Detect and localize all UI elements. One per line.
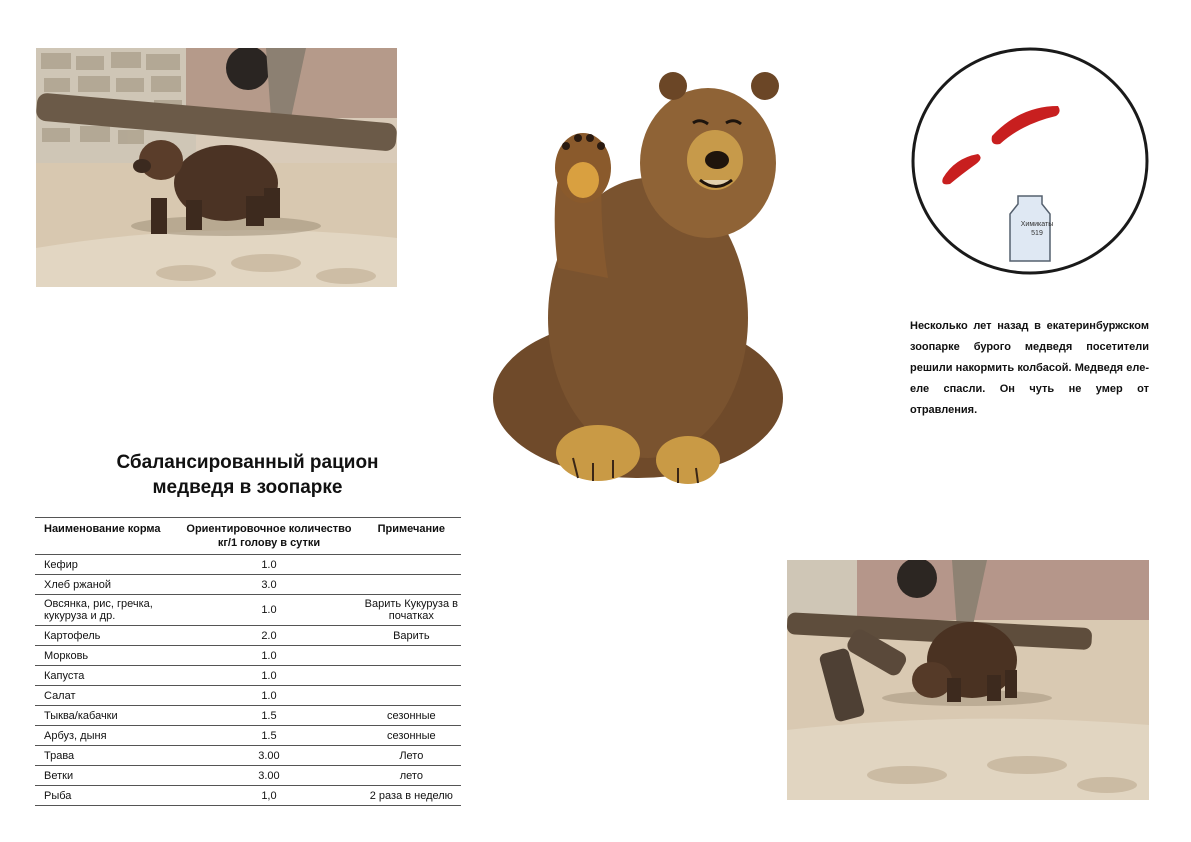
- table-row: [35, 555, 461, 575]
- page-title-line1: Сбалансированный рацион: [116, 452, 379, 473]
- table-cell-note: Варить Кукуруза в початках: [362, 595, 461, 626]
- table-cell-name: Картофель: [35, 626, 176, 646]
- table-cell-name: Тыква/кабачки: [35, 706, 176, 726]
- table-row: [35, 686, 461, 706]
- note-text: Несколько лет назад в екатеринбуржском зоопарке бурого медведя посетители решили накормить колбасой. Медведя еле-еле спасли. Он чуть не умер от отравления.: [910, 320, 1149, 416]
- table-cell-note: сезонные: [362, 706, 461, 726]
- table-row: [35, 595, 461, 626]
- table-cell-qty: 3.00: [176, 746, 361, 766]
- table-cell-qty: 1,0: [176, 786, 361, 806]
- page-title-line2: медведя в зоопарке: [152, 477, 343, 498]
- table-cell-name: Капуста: [35, 666, 176, 686]
- table-cell-qty: 1.0: [176, 595, 361, 626]
- table-row: [35, 766, 461, 786]
- table-cell-note: Лето: [362, 746, 461, 766]
- table-cell-qty: 2.0: [176, 626, 361, 646]
- table-cell-name: Трава: [35, 746, 176, 766]
- table-cell-name: Арбуз, дыня: [35, 726, 176, 746]
- table-cell-name: Салат: [35, 686, 176, 706]
- page-title: [90, 450, 405, 500]
- table-header-row: [35, 518, 461, 555]
- bottle-label: [1012, 220, 1062, 238]
- table-cell-qty: 1.0: [176, 646, 361, 666]
- table-cell-qty: 1.5: [176, 706, 361, 726]
- table-row: [35, 646, 461, 666]
- table-cell-qty: 1.0: [176, 555, 361, 575]
- table-cell-name: Кефир: [35, 555, 176, 575]
- table-cell-note: 2 раза в неделю: [362, 786, 461, 806]
- photo-bear-sniffing: [787, 560, 1149, 800]
- illustration-sausage-bottle: [910, 46, 1150, 276]
- table-row: [35, 786, 461, 806]
- header-quantity: Ориентировочное количество кг/1 голову в сутки: [176, 518, 361, 555]
- table-cell-note: [362, 686, 461, 706]
- bottle-label-line1: Химикаты: [1020, 221, 1054, 228]
- photo-bear-walking: [36, 48, 397, 287]
- table-row: [35, 575, 461, 595]
- table-row: [35, 626, 461, 646]
- table-cell-name: Ветки: [35, 766, 176, 786]
- table-cell-name: Рыба: [35, 786, 176, 806]
- diet-table: [35, 517, 461, 806]
- table-cell-note: [362, 646, 461, 666]
- table-cell-qty: 1.0: [176, 666, 361, 686]
- table-row: [35, 706, 461, 726]
- table-cell-qty: 3.00: [176, 766, 361, 786]
- table-row: [35, 746, 461, 766]
- table-cell-note: Варить: [362, 626, 461, 646]
- table-cell-qty: 1.0: [176, 686, 361, 706]
- header-note: Примечание: [362, 518, 461, 555]
- table-cell-name: Хлеб ржаной: [35, 575, 176, 595]
- table-row: [35, 666, 461, 686]
- table-cell-note: сезонные: [362, 726, 461, 746]
- table-cell-qty: 3.0: [176, 575, 361, 595]
- table-cell-name: Овсянка, рис, гречка, кукуруза и др.: [35, 595, 176, 626]
- table-cell-note: [362, 575, 461, 595]
- table-row: [35, 726, 461, 746]
- header-name: Наименование корма: [35, 518, 176, 555]
- table-cell-note: [362, 555, 461, 575]
- table-cell-name: Морковь: [35, 646, 176, 666]
- bottle-label-line2: 519: [1031, 230, 1043, 237]
- table-cell-qty: 1.5: [176, 726, 361, 746]
- table-cell-note: лето: [362, 766, 461, 786]
- illustration-bear-waving: [488, 68, 798, 493]
- table-cell-note: [362, 666, 461, 686]
